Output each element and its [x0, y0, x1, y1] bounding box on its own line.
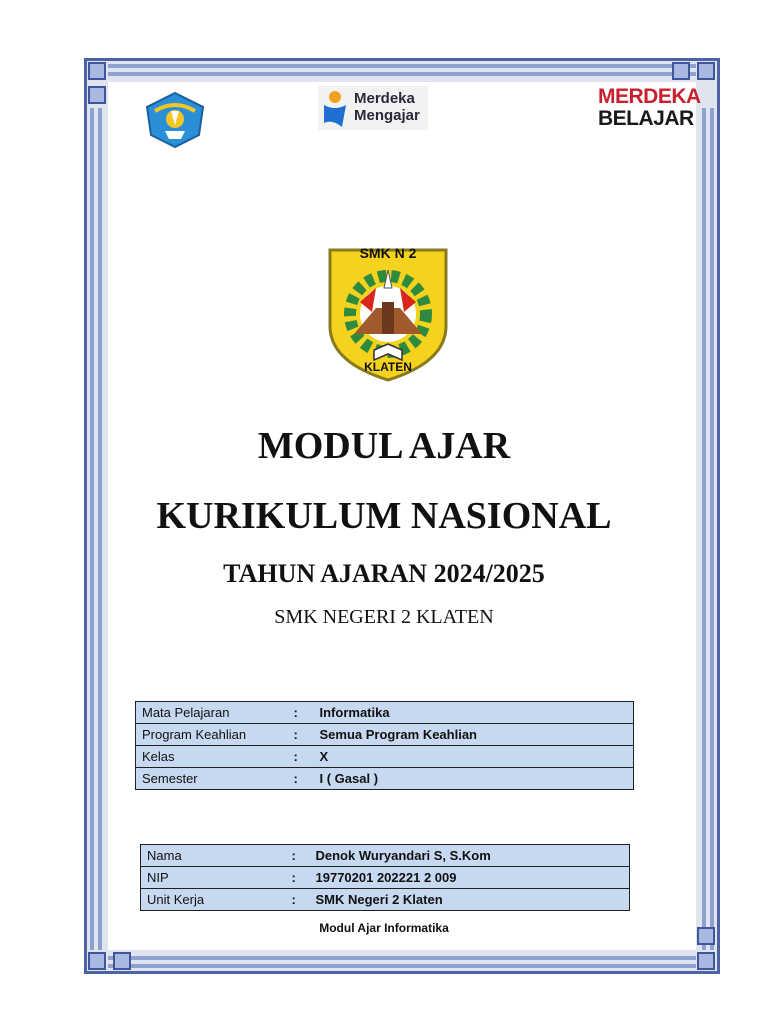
row-label: Mata Pelajaran [136, 702, 288, 724]
merdeka-mengajar-mark-icon [320, 89, 350, 129]
subject-info-table [135, 701, 634, 790]
row-value: I ( Gasal ) [314, 768, 634, 790]
tut-wuri-handayani-emblem-icon [143, 91, 207, 149]
border-corner-square [697, 62, 715, 80]
title-kurikulum: KURIKULUM NASIONAL [156, 495, 612, 537]
title-modul-ajar: MODUL AJAR [257, 425, 511, 467]
border-bottom-outer [84, 971, 720, 974]
emblem-bottom-text: KLATEN [364, 360, 412, 374]
merdeka-mengajar-line1: Merdeka [354, 90, 415, 107]
border-corner-square [88, 952, 106, 970]
table-row [141, 867, 630, 889]
row-value: Denok Wuryandari S, S.Kom [310, 845, 630, 867]
border-top-stripe [108, 72, 696, 76]
row-colon: : [288, 702, 314, 724]
row-label: Kelas [136, 746, 288, 768]
row-value: X [314, 746, 634, 768]
row-colon: : [288, 746, 314, 768]
border-corner-square [672, 62, 690, 80]
table-row [141, 845, 630, 867]
merdeka-belajar-line1: MERDEKA [598, 85, 701, 108]
table-row [136, 702, 634, 724]
border-corner-square [697, 952, 715, 970]
border-bottom-stripe [108, 964, 696, 968]
row-label: Nama [141, 845, 286, 867]
row-label: NIP [141, 867, 286, 889]
row-colon: : [288, 768, 314, 790]
row-value: 19770201 202221 2 009 [310, 867, 630, 889]
merdeka-belajar-logo [598, 85, 701, 130]
author-info-table [140, 844, 630, 911]
footer-note: Modul Ajar Informatika [319, 921, 449, 935]
border-corner-square [88, 86, 106, 104]
table-row [136, 746, 634, 768]
title-school-name: SMK NEGERI 2 KLATEN [274, 606, 494, 628]
row-label: Semester [136, 768, 288, 790]
border-top-stripe [108, 64, 696, 68]
row-colon: : [288, 724, 314, 746]
row-value: Semua Program Keahlian [314, 724, 634, 746]
merdeka-mengajar-text [354, 90, 420, 124]
merdeka-mengajar-line2: Mengajar [354, 107, 420, 124]
row-colon: : [286, 845, 310, 867]
border-corner-square [113, 952, 131, 970]
table-row [141, 889, 630, 911]
row-label: Unit Kerja [141, 889, 286, 911]
merdeka-belajar-line2: BELAJAR [598, 107, 694, 130]
table-row [136, 768, 634, 790]
table-row [136, 724, 634, 746]
row-value: Informatika [314, 702, 634, 724]
row-colon: : [286, 867, 310, 889]
border-top-outer [84, 58, 720, 61]
border-bottom-stripe [108, 956, 696, 960]
row-value: SMK Negeri 2 Klaten [310, 889, 630, 911]
row-label: Program Keahlian [136, 724, 288, 746]
row-colon: : [286, 889, 310, 911]
emblem-top-text: SMK N 2 [359, 245, 417, 261]
border-corner-square [88, 62, 106, 80]
title-tahun-ajaran: TAHUN AJARAN 2024/2025 [223, 559, 545, 588]
